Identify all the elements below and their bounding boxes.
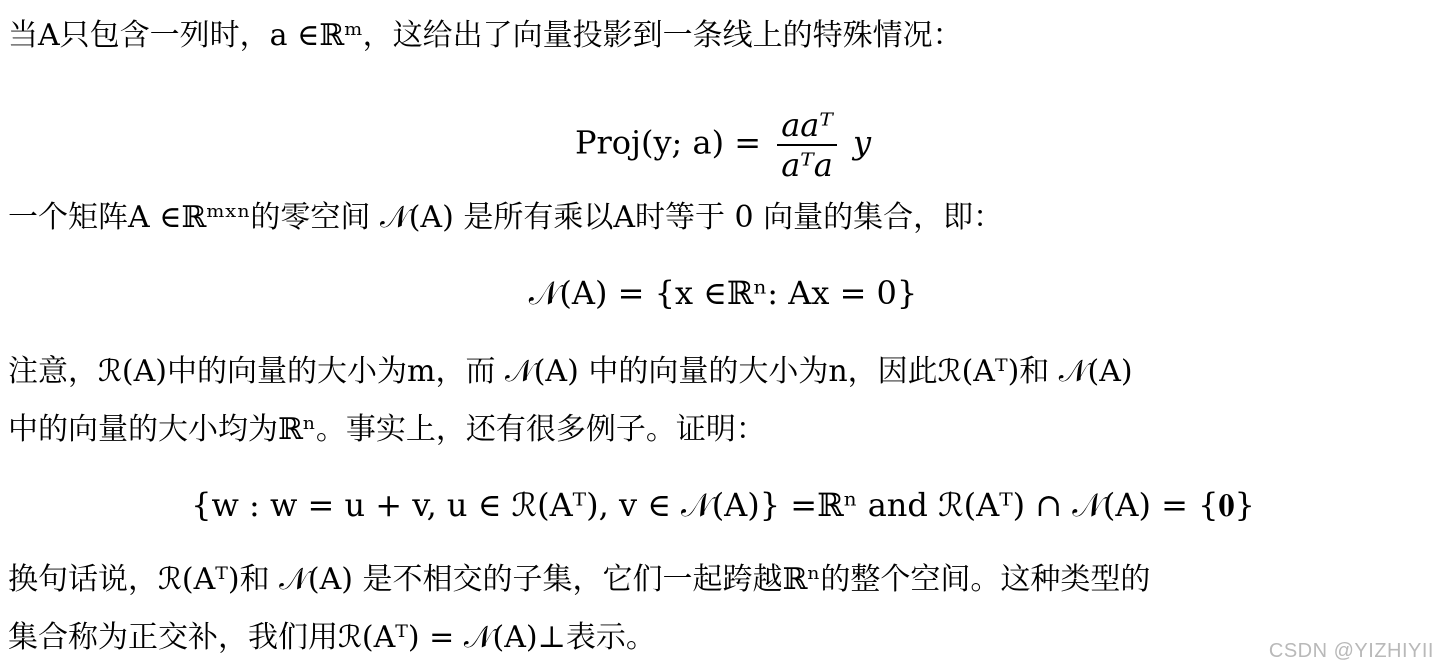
paragraph-3: 注意，ℛ(A)中的向量的大小为m，而 𝒩(A) 中的向量的大小为n，因此ℛ(Aᵀ)和 𝒩(A) xyxy=(8,354,1133,389)
equation-projection-left: Proj(y; a) = xyxy=(574,123,762,162)
paragraph-4: 中的向量的大小均为ℝⁿ。事实上，还有很多例子。证明： xyxy=(8,412,766,447)
equation-projection-denominator: aᵀa xyxy=(781,146,833,184)
paragraph-2: 一个矩阵A ∈ℝᵐˣⁿ的零空间 𝒩(A) 是所有乘以A时等于 0 向量的集合，即： xyxy=(8,200,1004,235)
equation-decomposition: {w : w = u + v, u ∈ ℛ(Aᵀ), v ∈ 𝒩(A)} =ℝⁿ and ℛ(Aᵀ) ∩ 𝒩(A) = {𝟎} xyxy=(191,486,1255,524)
equation-nullspace: 𝒩(A) = {x ∈ℝⁿ: Ax = 0} xyxy=(528,274,918,312)
watermark: CSDN @YIZHIYII xyxy=(1268,640,1434,662)
equation-projection-numerator: aaᵀ xyxy=(777,106,837,146)
paragraph-5: 换句话说，ℛ(Aᵀ)和 𝒩(A) 是不相交的子集，它们一起跨越ℝⁿ的整个空间。这种类型的 xyxy=(8,562,1151,597)
equation-projection-fraction xyxy=(777,106,837,184)
equation-projection-right: y xyxy=(852,123,872,162)
paragraph-1: 当A只包含一列时，a ∈ℝᵐ，这给出了向量投影到一条线上的特殊情况： xyxy=(8,18,963,53)
equation-projection xyxy=(0,106,1446,184)
paragraph-6: 集合称为正交补，我们用ℛ(Aᵀ) = 𝒩(A)⊥表示。 xyxy=(8,620,656,655)
